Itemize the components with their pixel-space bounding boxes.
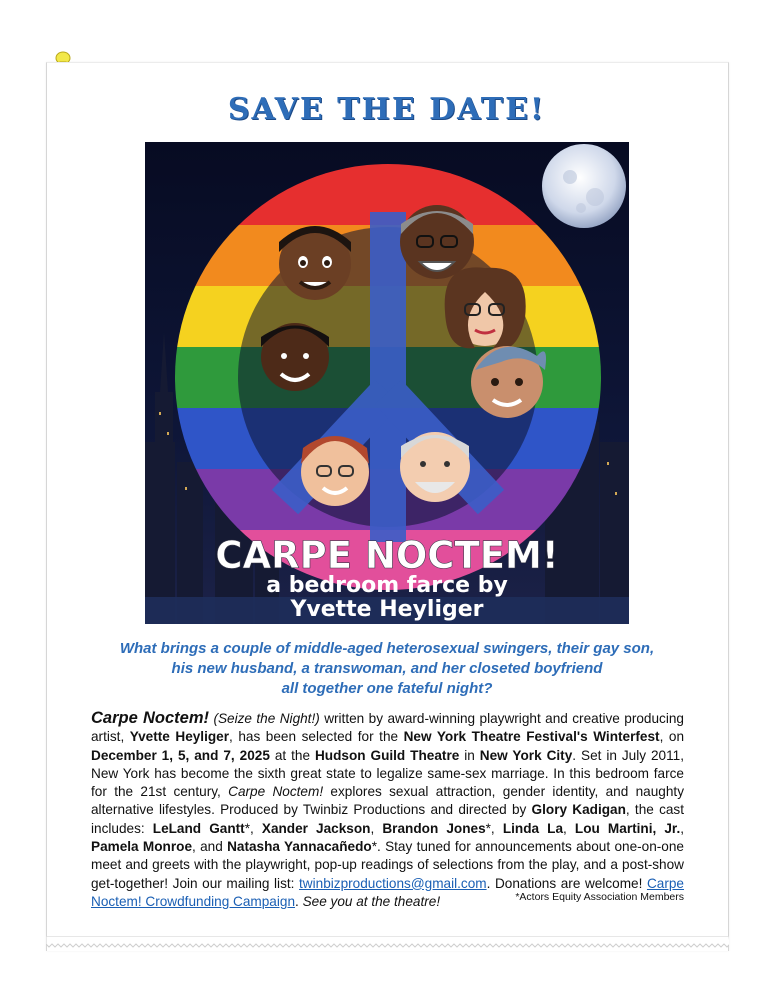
text-run: .: [295, 893, 303, 909]
text-run: at the: [269, 747, 315, 763]
page-title: SAVE THE DATE!: [227, 92, 546, 127]
text-run: in: [459, 747, 480, 763]
closing-line: See you at the theatre!: [302, 893, 441, 909]
poster-title: CARPE NOCTEM!: [215, 534, 559, 577]
torn-edge: [46, 936, 729, 956]
text-run: , has been selected for the: [229, 729, 404, 745]
poster-subtitle-1: a bedroom farce by: [266, 573, 508, 598]
poster-subtitle-2: Yvette Heyliger: [290, 597, 484, 622]
moon-icon: [542, 144, 626, 228]
mailing-list-email-link[interactable]: twinbizproductions@gmail.com: [299, 875, 487, 891]
play-title: Carpe Noctem!: [91, 709, 210, 727]
director-name: Glory Kadigan: [531, 802, 626, 818]
text-run: *. Stay tuned for announcements about one-on-one meet and greets with the playwright, pop-up readings of selections from the play, and a post-show get-together! Join our mailing list:: [91, 839, 684, 891]
text-run: *,: [485, 820, 503, 836]
text-run: . Set in July 2011, New York has become the sixth great state to legalize same-sex marriage. In this bedroom farce for the 21st century,: [91, 747, 685, 800]
cast-name: Lou Martini, Jr.: [574, 820, 681, 836]
cast-name: Linda La: [502, 820, 564, 836]
cast-name: Natasha Yannacañedo: [227, 839, 372, 855]
crowdfunding-campaign-link[interactable]: Carpe Noctem! Crowdfunding Campaign: [91, 875, 684, 909]
text-run: *,: [244, 820, 262, 836]
text-run: , and: [192, 839, 228, 855]
city-name: New York City: [479, 747, 573, 763]
tagline-line: all together one fateful night?: [281, 680, 493, 697]
text-run: written by award-winning playwright and creative producing artist,: [91, 711, 684, 745]
tagline-line: his new husband, a transwoman, and her closeted boyfriend: [171, 660, 603, 677]
text-run: ,: [680, 820, 685, 836]
text-run: explores sexual attraction, gender identity, and naughty alternative lifestyles. Produced by Twinbiz Productions and directed by: [91, 784, 684, 818]
text-run: , on: [659, 729, 684, 745]
text-run: ,: [563, 820, 575, 836]
text-run: . Donations are welcome!: [486, 875, 647, 891]
play-subtitle: (Seize the Night!): [209, 711, 320, 726]
cast-name: Pamela Monroe: [91, 839, 193, 855]
tagline: [90, 639, 684, 699]
text-run: ,: [370, 820, 383, 836]
cast-name: Brandon Jones: [382, 820, 486, 836]
footnote: *Actors Equity Association Members: [515, 891, 684, 903]
description-paragraph: [91, 709, 684, 911]
venue-name: Hudson Guild Theatre: [314, 747, 460, 763]
play-title-inline: Carpe Noctem!: [228, 784, 324, 800]
festival-name: New York Theatre Festival's Winterfest: [403, 729, 660, 745]
cast-name: LeLand Gantt: [152, 820, 245, 836]
tagline-line: What brings a couple of middle-aged heterosexual swingers, their gay son,: [119, 640, 655, 657]
cast-name: Xander Jackson: [261, 820, 371, 836]
text-run: , the cast includes:: [91, 802, 684, 836]
playwright-name: Yvette Heyliger: [129, 729, 230, 745]
performance-dates: December 1, 5, and 7, 2025: [91, 747, 270, 763]
poster-image: [145, 142, 629, 624]
